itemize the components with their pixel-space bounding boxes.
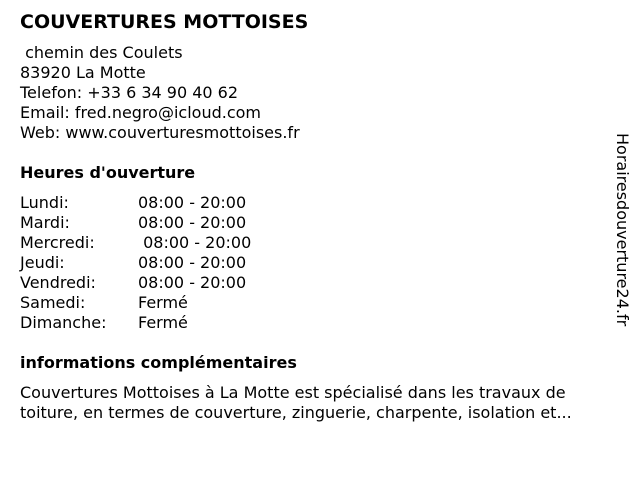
- hours-row-tuesday: [20, 213, 620, 233]
- hours-day: Jeudi:: [20, 253, 65, 272]
- hours-day: Lundi:: [20, 193, 69, 212]
- hours-value: Fermé: [138, 293, 188, 312]
- hours-value: 08:00 - 20:00: [138, 193, 247, 212]
- hours-value: 08:00 - 20:00: [138, 213, 247, 232]
- business-name: COUVERTURES MOTTOISES: [20, 11, 309, 33]
- hours-value: 08:00 - 20:00: [138, 273, 247, 292]
- phone-line: Telefon: +33 6 34 90 40 62: [20, 83, 239, 102]
- site-watermark: Horairesdouverture24.fr: [613, 133, 632, 327]
- hours-row-friday: [20, 273, 620, 293]
- business-card: [20, 10, 620, 423]
- info-description: Couvertures Mottoises à La Motte est spécialisé dans les travaux de toiture, en termes de couverture, zinguerie, charpente, isolation et...: [20, 383, 572, 422]
- web-line: Web: www.couverturesmottoises.fr: [20, 123, 300, 142]
- hours-day: Mardi:: [20, 213, 70, 232]
- info-heading: informations complémentaires: [20, 353, 297, 372]
- hours-row-sunday: [20, 313, 620, 333]
- email-line: Email: fred.negro@icloud.com: [20, 103, 261, 122]
- city-address: 83920 La Motte: [20, 63, 146, 82]
- hours-row-monday: [20, 193, 620, 213]
- hours-heading: Heures d'ouverture: [20, 163, 196, 182]
- hours-day: Dimanche:: [20, 313, 107, 332]
- street-address: chemin des Coulets: [20, 43, 183, 62]
- hours-day: Mercredi:: [20, 233, 95, 252]
- hours-row-wednesday: [20, 233, 620, 253]
- hours-day: Samedi:: [20, 293, 86, 312]
- hours-table: [20, 193, 620, 333]
- hours-value: 08:00 - 20:00: [138, 253, 247, 272]
- hours-value: Fermé: [138, 313, 188, 332]
- hours-row-saturday: [20, 293, 620, 313]
- hours-value: 08:00 - 20:00: [138, 233, 252, 252]
- hours-day: Vendredi:: [20, 273, 96, 292]
- hours-row-thursday: [20, 253, 620, 273]
